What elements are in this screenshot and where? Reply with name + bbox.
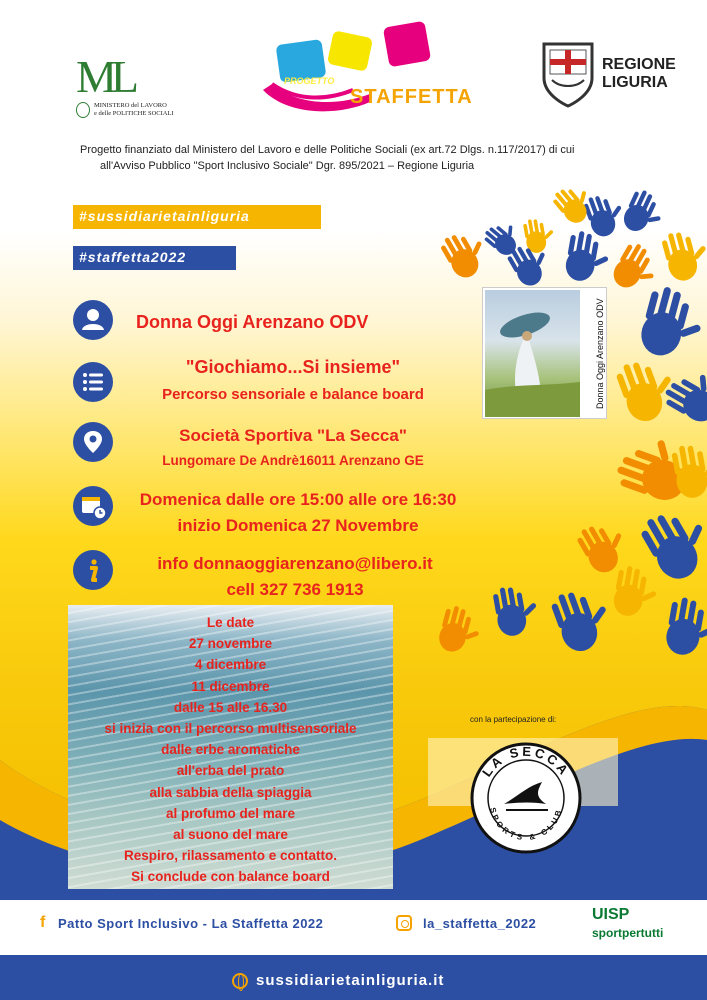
ministry-name [94, 102, 174, 118]
regione-name-line1: REGIONE [602, 56, 676, 73]
dates-list [68, 612, 393, 888]
painting-caption: Donna Oggi Arenzano ODV [595, 298, 605, 409]
ministry-name-line2: e delle POLITICHE SOCIALI [94, 110, 174, 117]
location-pin-icon [73, 422, 113, 462]
la-secca-logo [468, 740, 584, 856]
hashtag-sussidiarieta: #sussidiarietainliguria [73, 205, 321, 229]
dates-line: Respiro, rilassamento e contatto. [123, 848, 338, 864]
dates-line: 11 dicembre [191, 678, 270, 694]
painting-woman-with-parasol [485, 290, 580, 417]
dates-line: 27 novembre [188, 636, 273, 652]
ministry-logo-letters [76, 50, 133, 103]
ministry-name-line1: MINISTERO del LAVORO [94, 102, 167, 109]
painting-image [482, 287, 607, 419]
project-logo-small-text: PROGETTO [284, 76, 335, 86]
sponsor-label: con la partecipazione di: [470, 715, 557, 724]
dates-line: 4 dicembre [194, 657, 267, 673]
contact-email: info donnaoggiarenzano@libero.it [157, 554, 433, 573]
website-link[interactable]: sussidiarietainliguria.it [256, 972, 445, 989]
ministry-logo-monogram: ML [76, 51, 133, 102]
dates-line: al profumo del mare [165, 805, 296, 821]
schedule-line2: inizio Domenica 27 Novembre [177, 516, 419, 535]
funding-statement [80, 142, 650, 174]
user-icon [73, 300, 113, 340]
contact-phone: cell 327 736 1913 [226, 580, 364, 599]
dates-line: alla sabbia della spiaggia [149, 784, 312, 800]
regione-name-line2: LIGURIA [602, 74, 668, 91]
uisp-logo [592, 906, 682, 946]
list-icon [73, 362, 113, 402]
la-secca-logo-top-text: LA SECCA [479, 743, 573, 780]
instagram-link[interactable]: la_staffetta_2022 [423, 916, 537, 931]
regione-shield-icon [540, 40, 596, 110]
dates-line: Si conclude con balance board [131, 869, 330, 885]
hashtag-staffetta: #staffetta2022 [73, 246, 236, 270]
calendar-clock-icon [73, 486, 113, 526]
facebook-icon[interactable]: f [40, 914, 46, 931]
event-title: "Giochiamo...Si insieme" [185, 357, 401, 377]
regione-liguria-logo [540, 40, 680, 110]
footer [0, 900, 707, 954]
dates-line: si inizia con il percorso multisensoriale [104, 721, 357, 737]
event-subtitle: Percorso sensoriale e balance board [162, 386, 424, 403]
uisp-logo-bottom: sportpertutti [592, 926, 664, 940]
venue-name: Società Sportiva "La Secca" [179, 426, 407, 445]
uisp-logo-top: UISP [592, 906, 630, 923]
dates-line: dalle erbe aromatiche [161, 742, 300, 758]
info-icon [73, 550, 113, 590]
dates-line: all'erba del prato [176, 763, 285, 779]
la-secca-logo-bottom-text: SPORTS & CLUB [488, 806, 564, 843]
organizer-name: Donna Oggi Arenzano ODV [136, 312, 369, 332]
venue-address: Lungomare De Andrè16011 Arenzano GE [162, 453, 424, 468]
staffetta-logo [258, 20, 473, 120]
regione-name [602, 56, 676, 92]
ministry-logo [72, 50, 172, 130]
dates-line: al suono del mare [173, 827, 288, 843]
dates-line: dalle 15 alle 16.30 [173, 699, 288, 715]
schedule-line1: Domenica dalle ore 15:00 alle ore 16:30 [139, 490, 457, 509]
facebook-link[interactable]: Patto Sport Inclusivo - La Staffetta 2022 [58, 916, 324, 931]
funding-statement-line1: Progetto finanziato dal Ministero del Lavoro e delle Politiche Sociali (ex art.72 Dlgs. n.117/2017) di cui [80, 144, 575, 156]
globe-icon [232, 973, 248, 989]
dates-line: Le date [206, 615, 255, 630]
website-bar [0, 955, 707, 1000]
instagram-icon[interactable] [396, 915, 412, 931]
project-logo-name: STAFFETTA [350, 86, 473, 108]
funding-statement-line2: all'Avviso Pubblico "Sport Inclusivo Sociale" Dgr. 895/2021 – Regione Liguria [100, 160, 475, 172]
italian-emblem-icon [76, 102, 90, 118]
